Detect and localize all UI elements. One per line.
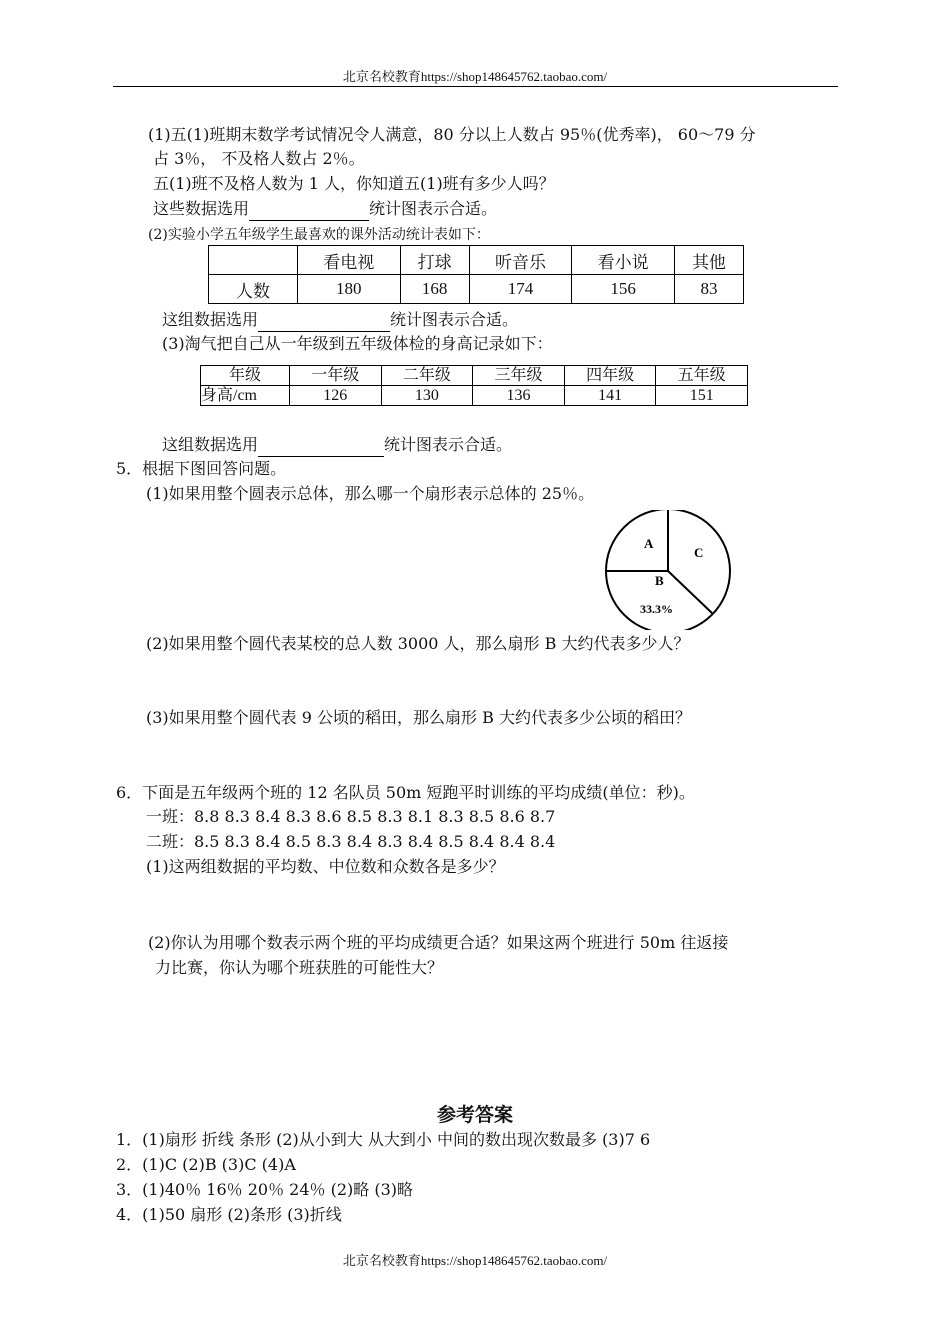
answer-1: 1．(1)扇形 折线 条形 (2)从小到大 从大到小 中间的数出现次数最多 (3)7 6 — [116, 1130, 651, 1149]
table-cell: 83 — [674, 275, 743, 304]
table-header-cell: 其他 — [674, 246, 743, 275]
q5-title: 5．根据下图回答问题。 — [116, 459, 287, 478]
table-header-cell: 看小说 — [572, 246, 675, 275]
q6-part1: (1)这两组数据的平均数、中位数和众数各是多少？ — [146, 857, 505, 876]
answer-blank-1[interactable] — [249, 198, 369, 221]
table-header-cell: 看电视 — [298, 246, 401, 275]
q4-part1-line1: (1)五(1)班期末数学考试情况令人满意，80 分以上人数占 95％(优秀率)， 60～79 分 — [148, 125, 756, 144]
table-cell: 180 — [298, 275, 401, 304]
pie-chart — [600, 510, 740, 630]
table-header-cell: 二年级 — [381, 366, 473, 386]
table-header-cell: 三年级 — [473, 366, 565, 386]
table-row-label: 身高/cm — [201, 386, 290, 406]
pie-label-percent: 33.3% — [640, 602, 673, 616]
q5-part1: (1)如果用整个圆表示总体，那么哪一个扇形表示总体的 25％。 — [146, 484, 595, 503]
table-row — [209, 275, 744, 304]
table-cell: 156 — [572, 275, 675, 304]
table-row — [201, 366, 748, 386]
table-header-cell: 打球 — [400, 246, 469, 275]
q5-part3: (3)如果用整个圆代表 9 公顷的稻田，那么扇形 B 大约代表多少公顷的稻田？ — [146, 708, 691, 727]
table-header-cell: 四年级 — [564, 366, 656, 386]
table-cell: 174 — [469, 275, 572, 304]
table-cell: 136 — [473, 386, 565, 406]
q4-part3-intro: (3)淘气把自己从一年级到五年级体检的身高记录如下： — [162, 334, 553, 353]
answers-title: 参考答案 — [436, 1104, 513, 1126]
table-row — [201, 386, 748, 406]
table-cell — [209, 246, 298, 275]
table-cell: 141 — [564, 386, 656, 406]
table-header-cell: 听音乐 — [469, 246, 572, 275]
q6-part2-line2: 力比赛，你认为哪个班获胜的可能性大？ — [155, 958, 444, 977]
answer-blank-2[interactable] — [258, 309, 390, 332]
q4-part3-answer-line — [162, 434, 512, 457]
table-cell: 126 — [290, 386, 382, 406]
table-header-cell: 五年级 — [656, 366, 748, 386]
q4-part1-line3: 五(1)班不及格人数为 1 人，你知道五(1)班有多少人吗？ — [153, 174, 555, 193]
table-header-cell: 年级 — [201, 366, 290, 386]
pie-label-a: A — [644, 536, 654, 551]
table-cell: 151 — [656, 386, 748, 406]
q6-part2-line1: (2)你认为用哪个数表示两个班的平均成绩更合适？如果这两个班进行 50m 往返接 — [148, 933, 729, 952]
answer-blank-3[interactable] — [258, 434, 384, 457]
q5-part2: (2)如果用整个圆代表某校的总人数 3000 人，那么扇形 B 大约代表多少人？ — [146, 634, 690, 653]
q6-title: 6．下面是五年级两个班的 12 名队员 50m 短跑平时训练的平均成绩(单位：秒)。 — [116, 783, 695, 802]
q4-part1-line4 — [153, 198, 497, 221]
q4-part2-answer-line — [162, 309, 518, 332]
q4-part1-prompt: 这些数据选用 — [153, 199, 250, 218]
table-header-cell: 一年级 — [290, 366, 382, 386]
q6-class1-data: 一班：8.8 8.3 8.4 8.3 8.6 8.5 8.3 8.1 8.3 8.5 8.6 8.7 — [146, 807, 556, 826]
height-table — [200, 365, 748, 406]
header-divider — [113, 86, 838, 87]
answer-3: 3．(1)40％ 16％ 20％ 24％ (2)略 (3)略 — [116, 1180, 414, 1199]
table-cell: 130 — [381, 386, 473, 406]
page-footer: 北京名校教育https://shop148645762.taobao.com/ — [342, 1253, 608, 1268]
pie-label-b: B — [655, 573, 664, 588]
answer-2: 2．(1)C (2)B (3)C (4)A — [116, 1155, 296, 1174]
table-row — [209, 246, 744, 275]
activity-table — [208, 245, 744, 304]
page-header: 北京名校教育https://shop148645762.taobao.com/ — [342, 69, 608, 84]
q4-part3-prompt: 这组数据选用 — [162, 435, 259, 454]
q4-part2-suffix: 统计图表示合适。 — [390, 310, 519, 329]
q4-part1-line2: 占 3％， 不及格人数占 2％。 — [153, 149, 365, 168]
q4-part3-suffix: 统计图表示合适。 — [384, 435, 513, 454]
answer-4: 4．(1)50 扇形 (2)条形 (3)折线 — [116, 1205, 342, 1224]
pie-label-c: C — [694, 545, 704, 560]
q4-part2-prompt: 这组数据选用 — [162, 310, 259, 329]
q4-part1-suffix: 统计图表示合适。 — [369, 199, 498, 218]
table-cell: 168 — [400, 275, 469, 304]
q4-part2-intro: (2)实验小学五年级学生最喜欢的课外活动统计表如下： — [148, 227, 490, 243]
q6-class2-data: 二班：8.5 8.3 8.4 8.5 8.3 8.4 8.3 8.4 8.5 8.4 8.4 8.4 — [146, 832, 556, 851]
table-row-label: 人数 — [209, 275, 298, 304]
